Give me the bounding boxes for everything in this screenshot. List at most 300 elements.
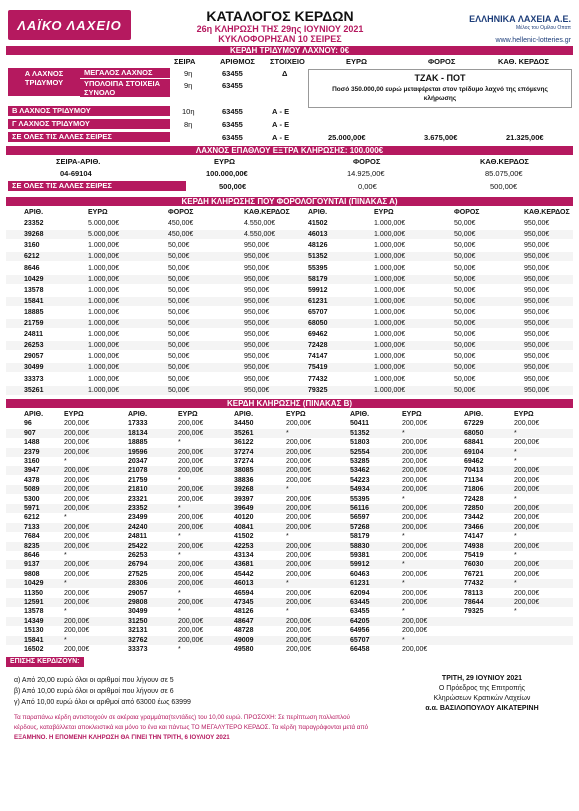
table-cell: 64956 (350, 627, 370, 635)
table-cell: 1.000,00€ (88, 331, 120, 339)
table-cell: * (64, 636, 67, 644)
table-cell: 5.000,00€ (88, 220, 120, 228)
table-cell: 51352 (350, 429, 370, 437)
note-line-1: Τα παραπάνω κέρδη αντιστοιχούν σε ακέραια γραμμάτια(τεντάδες) του 10,00 ευρώ. ΠΡΟΣΟΧΗ: Σε περίπτωση πολλαπλού (14, 714, 350, 721)
table-cell: 950,00€ (244, 275, 270, 283)
table-cell: 200,00€ (402, 627, 428, 635)
table-cell: 200,00€ (178, 617, 204, 625)
table-cell: * (286, 580, 289, 588)
column-header: ΦΟΡΟΣ (454, 209, 480, 216)
table-cell: 69462 (464, 458, 484, 465)
column-header: ΑΡΙΘ. (464, 411, 484, 418)
table-cell: 200,00€ (286, 617, 312, 625)
table-cell: * (514, 429, 517, 437)
table-cell: 50,00€ (454, 286, 476, 294)
table-cell: 200,00€ (514, 570, 540, 578)
table-cell: 450,00€ (168, 220, 194, 228)
table-cell: 1.000,00€ (374, 386, 406, 394)
table-cell: 1.000,00€ (88, 375, 120, 383)
table-cell: 200,00€ (514, 542, 540, 550)
table-row (6, 275, 573, 284)
table-cell: 78644 (464, 599, 484, 606)
table-cell: 200,00€ (64, 420, 90, 428)
table-cell: 50,00€ (168, 242, 190, 250)
table-cell: 52554 (350, 448, 370, 456)
table-row (6, 429, 573, 438)
table-cell: 15130 (24, 627, 44, 635)
table-cell: 200,00€ (286, 476, 312, 484)
table-cell: 65707 (350, 636, 370, 644)
table-cell: 69104 (464, 448, 484, 456)
table-cell: 13578 (24, 608, 44, 616)
table-cell: 1.000,00€ (374, 231, 406, 239)
column-header: ΕΥΡΩ (88, 209, 108, 216)
table-cell: 200,00€ (286, 561, 312, 569)
table-cell: 26253 (24, 342, 44, 350)
table-cell: 950,00€ (244, 297, 270, 305)
table-cell: 56597 (350, 514, 370, 522)
table-cell: 4.550,00€ (244, 231, 276, 239)
table-cell: 1.000,00€ (88, 264, 120, 272)
table-cell: 74938 (464, 542, 484, 550)
table-cell: * (178, 476, 181, 484)
table-row (6, 476, 573, 485)
table-cell: 200,00€ (178, 486, 204, 494)
table-cell: 200,00€ (286, 439, 312, 447)
table-cell: * (286, 429, 289, 437)
table-row (6, 448, 573, 457)
brand-tagline: Μέλος του Ομίλου Οπαπ (515, 25, 571, 31)
table-cell: 950,00€ (524, 275, 550, 283)
table-cell: * (64, 552, 67, 559)
table-cell: 50,00€ (168, 253, 190, 261)
table-cell: 950,00€ (244, 375, 270, 383)
table-cell: * (514, 495, 517, 503)
table-row (6, 513, 573, 522)
table-cell: 1.000,00€ (374, 253, 406, 261)
table-cell: * (178, 589, 181, 597)
table-cell: 200,00€ (286, 458, 312, 465)
table-cell: 63455 (350, 608, 370, 616)
extra-euro: 100.000,00€ (206, 169, 248, 178)
table-cell: 950,00€ (524, 331, 550, 339)
page-title: ΚΑΤΑΛΟΓΟΣ ΚΕΡΔΩΝ (206, 8, 354, 24)
table-cell: 950,00€ (524, 231, 550, 239)
table-cell: 50,00€ (454, 375, 476, 383)
table-cell: 1.000,00€ (88, 320, 120, 327)
table-row (6, 589, 573, 598)
also-win-6: β) Από 10,00 ευρώ όλοι οι αριθμοί που λήγουν σε 6 (14, 688, 174, 695)
table-cell: 50,00€ (168, 275, 190, 283)
table-header-row (6, 410, 573, 419)
table-cell: 200,00€ (514, 486, 540, 494)
table-row (6, 241, 573, 250)
table-cell: * (64, 580, 67, 588)
table-cell: * (286, 486, 289, 494)
table-cell: 200,00€ (402, 617, 428, 625)
table-cell: 950,00€ (524, 375, 550, 383)
brand-url[interactable]: www.hellenic-lotteries.gr (495, 37, 571, 44)
table-cell: 50,00€ (168, 342, 190, 350)
table-cell: 200,00€ (178, 523, 204, 531)
table-cell: 950,00€ (524, 342, 550, 350)
table-cell: 1.000,00€ (374, 297, 406, 305)
table-cell: 200,00€ (64, 627, 90, 635)
table-cell: 50,00€ (454, 386, 476, 394)
also-win-title: ΕΠΙΣΗΣ ΚΕΡΔΙΖΟΥΝ: (6, 657, 84, 667)
table-cell: 11350 (24, 589, 44, 597)
table-cell: 200,00€ (64, 448, 90, 456)
table-cell: 61231 (308, 297, 328, 305)
table-cell: 36122 (234, 439, 254, 447)
table-row (6, 485, 573, 494)
table-cell: 54223 (350, 476, 370, 484)
table-cell: 200,00€ (178, 458, 204, 465)
table-cell: 26794 (128, 561, 148, 569)
series-count: ΚΥΚΛΟΦΟΡΗΣΑΝ 10 ΣΕΙΡΕΣ (218, 34, 342, 44)
table-cell: 950,00€ (524, 320, 550, 327)
triplet-bar: ΚΕΡΔΗ ΤΡΙΔΥΜΟΥ ΛΑΧΝΟΥ: 0€ (6, 46, 573, 55)
table-row (6, 579, 573, 588)
table-cell: 24811 (128, 533, 148, 541)
column-header: ΕΥΡΩ (514, 411, 534, 418)
table-cell: 26253 (128, 552, 148, 559)
extra-all-euro: 500,00€ (219, 182, 247, 191)
table-cell: 9808 (24, 570, 40, 578)
laiko-laxeio-logo: ΛΑΪΚΟ ΛΑΧΕΙΟ (8, 10, 131, 40)
table-cell: 200,00€ (402, 505, 428, 512)
table-row (6, 626, 573, 635)
table-cell: 200,00€ (402, 476, 428, 484)
table-cell: 57268 (350, 523, 370, 531)
jackpot-text: Ποσό 350.000,00 ευρώ μεταφέρεται στον τρίδυμο λαχνό της επόμενης κλήρωσης (332, 86, 548, 102)
table-row (6, 636, 573, 645)
table-cell: 38085 (234, 467, 254, 475)
extra-col-euro: ΕΥΡΩ (214, 157, 236, 166)
sign-date: ΤΡΙΤΗ, 29 ΙΟΥΝΙΟΥ 2021 (441, 675, 523, 682)
table-cell: 200,00€ (402, 486, 428, 494)
table-cell: 47345 (234, 599, 254, 606)
table-cell: 4.550,00€ (244, 220, 276, 228)
table-cell: 53462 (350, 467, 370, 475)
table-cell: 24811 (24, 331, 44, 339)
table-cell: 50,00€ (454, 308, 476, 316)
table-cell: 1.000,00€ (88, 253, 120, 261)
table-cell: 75419 (308, 364, 328, 372)
table-cell: 1.000,00€ (374, 364, 406, 372)
table-cell: 1.000,00€ (374, 375, 406, 383)
table-cell: * (64, 458, 67, 465)
g-stoixeio: Α - Ε (272, 120, 290, 129)
table-row (6, 560, 573, 569)
table-cell: 200,00€ (402, 467, 428, 475)
table-cell: 950,00€ (524, 286, 550, 294)
sign-name: α.α. ΒΑΣΙΛΟΠΟΥΛΟΥ ΑΙΚΑΤΕΡΙΝΗ (425, 705, 539, 712)
big-label: ΜΕΓΑΛΟΣ ΛΑΧΝΟΣ (80, 68, 170, 78)
table-cell: 200,00€ (178, 420, 204, 428)
table-cell: 41502 (308, 220, 328, 228)
table-cell: * (402, 533, 405, 541)
table-cell: 23499 (128, 514, 148, 522)
table-cell: 17333 (128, 420, 148, 428)
table-cell: 200,00€ (286, 599, 312, 606)
table-cell: 1.000,00€ (374, 286, 406, 294)
table-cell: * (178, 646, 181, 653)
table-cell: 28306 (128, 580, 148, 588)
table-cell: 72850 (464, 505, 484, 512)
table-cell: 50,00€ (168, 286, 190, 294)
table-cell: 48728 (234, 627, 254, 635)
table-cell: * (402, 495, 405, 503)
table-cell: 200,00€ (64, 646, 90, 653)
table-cell: 70413 (464, 467, 484, 475)
table-cell: 77432 (464, 580, 484, 588)
table-cell: 39397 (234, 495, 254, 503)
table-cell: 950,00€ (244, 331, 270, 339)
table-cell: 29057 (24, 353, 44, 361)
table-cell: 60463 (350, 570, 370, 578)
table-cell: 43134 (234, 552, 254, 559)
table-cell: 3160 (24, 458, 40, 465)
table-row (6, 542, 573, 551)
b-triplet-label: Β ΛΑΧΝΟΣ ΤΡΙΔΥΜΟΥ (8, 106, 170, 116)
table-cell: 51803 (350, 439, 370, 447)
table-cell: 200,00€ (178, 570, 204, 578)
sign-line-2: Κληρώσεων Κρατικών Λαχείων (433, 695, 531, 702)
table-cell: 9137 (24, 561, 40, 569)
table-cell: 5089 (24, 486, 40, 494)
table-cell: 200,00€ (514, 514, 540, 522)
column-header: ΦΟΡΟΣ (168, 209, 194, 216)
extra-all-kath: 500,00€ (490, 182, 518, 191)
table-row (6, 607, 573, 616)
table-cell: 200,00€ (64, 486, 90, 494)
table-cell: 950,00€ (244, 320, 270, 327)
jackpot-title: ΤΖΑΚ - ΠΟΤ (414, 73, 466, 83)
all-kath: 21.325,00€ (506, 133, 544, 142)
table-b (6, 410, 573, 656)
jackpot-box (308, 69, 572, 108)
table-cell: 55395 (308, 264, 328, 272)
table-cell: 200,00€ (286, 523, 312, 531)
table-cell: 30499 (24, 364, 44, 372)
col-arithmos: ΑΡΙΘΜΟΣ (220, 57, 255, 66)
table-cell: 37274 (234, 448, 254, 456)
table-cell: 76721 (464, 570, 484, 578)
table-row (6, 219, 573, 228)
table-cell: 59381 (350, 552, 370, 559)
table-cell: 55395 (350, 495, 370, 503)
table-cell: 200,00€ (286, 495, 312, 503)
table-cell: 29808 (128, 599, 148, 606)
rest-seira: 9η (184, 81, 193, 90)
table-cell: 50,00€ (454, 275, 476, 283)
table-cell: 69462 (308, 331, 328, 339)
column-header: ΕΥΡΩ (402, 411, 422, 418)
table-cell: 72428 (308, 342, 328, 350)
table-cell: 200,00€ (286, 627, 312, 635)
table-cell: 35261 (234, 429, 254, 437)
table-cell: 50,00€ (168, 386, 190, 394)
table-cell: 200,00€ (64, 476, 90, 484)
table-cell: 46013 (234, 580, 254, 588)
table-row (6, 466, 573, 475)
table-cell: 200,00€ (286, 636, 312, 644)
table-cell: * (178, 533, 181, 541)
table-cell: 200,00€ (64, 570, 90, 578)
col-seira: ΣΕΙΡΑ (174, 57, 196, 66)
table-cell: 68050 (464, 429, 484, 437)
table-cell: 18885 (128, 439, 148, 447)
big-seira: 9η (184, 69, 193, 78)
column-header: ΚΑΘ.ΚΕΡΔΟΣ (524, 209, 570, 216)
table-cell: 78113 (464, 589, 484, 597)
table-row (6, 375, 573, 384)
table-cell: 200,00€ (514, 467, 540, 475)
table-cell: 200,00€ (514, 589, 540, 597)
col-kath: ΚΑΘ. ΚΕΡΔΟΣ (498, 57, 550, 66)
table-cell: 68050 (308, 320, 328, 327)
table-cell: 42253 (234, 542, 254, 550)
table-row (6, 319, 573, 328)
b-stoixeio: Α - Ε (272, 107, 290, 116)
table-cell: 200,00€ (286, 514, 312, 522)
table-cell: 50,00€ (454, 242, 476, 250)
table-cell: 23321 (128, 495, 148, 503)
table-cell: 77432 (308, 375, 328, 383)
table-cell: 1.000,00€ (88, 353, 120, 361)
extra-foros: 14.925,00€ (347, 169, 385, 178)
table-cell: * (402, 429, 405, 437)
column-header: ΑΡΙΘ. (128, 411, 148, 418)
table-cell: 200,00€ (514, 476, 540, 484)
table-cell: 1.000,00€ (88, 364, 120, 372)
table-cell: 10429 (24, 275, 44, 283)
table-cell: 48126 (234, 608, 254, 616)
table-cell: 62094 (350, 589, 370, 597)
table-cell: 71134 (464, 476, 484, 484)
table-cell: 4378 (24, 476, 40, 484)
table-row (6, 308, 573, 317)
table-cell: 1.000,00€ (374, 331, 406, 339)
table-cell: * (286, 533, 289, 541)
table-cell: 33373 (24, 375, 44, 383)
table-cell: 1.000,00€ (374, 275, 406, 283)
table-cell: 50,00€ (454, 364, 476, 372)
table-cell: 200,00€ (402, 599, 428, 606)
table-cell: 200,00€ (402, 646, 428, 653)
table-cell: 50,00€ (454, 220, 476, 228)
g-seira: 8η (184, 120, 193, 129)
table-cell: 5.000,00€ (88, 231, 120, 239)
table-cell: 25422 (128, 542, 148, 550)
table-cell: 74147 (308, 353, 328, 361)
table-cell: 200,00€ (64, 599, 90, 606)
table-row (6, 230, 573, 239)
table-cell: 50,00€ (454, 253, 476, 261)
table-cell: 200,00€ (286, 420, 312, 428)
table-cell: 200,00€ (64, 533, 90, 541)
table-cell: 40120 (234, 514, 254, 522)
table-cell: 200,00€ (178, 429, 204, 437)
table-row (6, 598, 573, 607)
table-cell: 200,00€ (402, 448, 428, 456)
table-cell: 76030 (464, 561, 484, 569)
table-cell: 200,00€ (514, 420, 540, 428)
table-cell: 200,00€ (402, 420, 428, 428)
column-header: ΑΡΙΘ. (234, 411, 254, 418)
table-cell: 54934 (350, 486, 370, 494)
table-cell: 200,00€ (178, 514, 204, 522)
table-cell: 40841 (234, 523, 254, 531)
table-cell: 41502 (234, 533, 254, 541)
column-header: ΕΥΡΩ (286, 411, 306, 418)
table-cell: * (514, 608, 517, 616)
b-seira: 10η (182, 107, 195, 116)
column-header: ΑΡΙΘ. (24, 411, 44, 418)
table-cell: 1488 (24, 439, 40, 447)
b-num: 63455 (222, 107, 243, 116)
table-cell: 58179 (308, 275, 328, 283)
table-cell: 39268 (234, 486, 254, 494)
table-cell: * (514, 552, 517, 559)
table-cell: * (64, 608, 67, 616)
table-cell: 200,00€ (286, 448, 312, 456)
table-row (6, 352, 573, 361)
table-row (6, 386, 573, 395)
table-cell: 3947 (24, 467, 40, 475)
table-cell: 13578 (24, 286, 44, 294)
table-cell: 49580 (234, 646, 254, 653)
table-cell: 1.000,00€ (88, 275, 120, 283)
col-euro: ΕΥΡΩ (346, 57, 368, 66)
table-cell: 200,00€ (402, 523, 428, 531)
table-cell: 1.000,00€ (88, 342, 120, 350)
table-cell: 38836 (234, 476, 254, 484)
table-row (6, 645, 573, 654)
table-cell: 96 (24, 420, 32, 428)
table-cell: 200,00€ (402, 514, 428, 522)
table-cell: 200,00€ (178, 580, 204, 588)
table-cell: 1.000,00€ (88, 286, 120, 294)
table-cell: 50,00€ (168, 308, 190, 316)
table-cell: 200,00€ (178, 448, 204, 456)
table-cell: 200,00€ (64, 467, 90, 475)
table-cell: 5971 (24, 505, 40, 512)
col-foros: ΦΟΡΟΣ (428, 57, 456, 66)
table-header-row (6, 208, 573, 217)
table-cell: * (402, 608, 405, 616)
table-cell: 18134 (128, 429, 148, 437)
table-cell: 950,00€ (244, 342, 270, 350)
table-cell: 950,00€ (244, 308, 270, 316)
table-cell: 19596 (128, 448, 148, 456)
table-cell: 63445 (350, 599, 370, 606)
table-cell: 200,00€ (178, 561, 204, 569)
table-cell: 950,00€ (524, 242, 550, 250)
table-cell: 200,00€ (178, 599, 204, 606)
extra-bar: ΛΑΧΝΟΣ ΕΠΑΘΛΟΥ ΕΞΤΡΑ ΚΛΗΡΩΣΗΣ: 100.000€ (6, 146, 573, 155)
table-cell: 72428 (464, 495, 484, 503)
table-cell: 32131 (128, 627, 148, 635)
extra-col-foros: ΦΟΡΟΣ (353, 157, 381, 166)
column-header: ΑΡΙΘ. (350, 411, 370, 418)
table-a (6, 208, 573, 398)
big-num: 63455 (222, 69, 243, 78)
table-row (6, 438, 573, 447)
sign-line-1: Ο Πρόεδρος της Επιτροπής (438, 685, 526, 692)
table-cell: 950,00€ (524, 353, 550, 361)
